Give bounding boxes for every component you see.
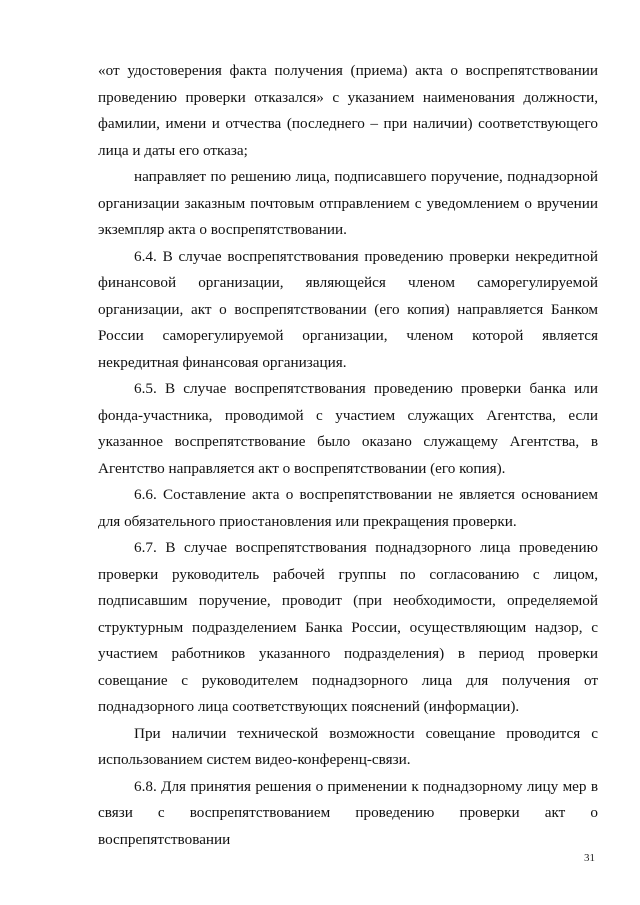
paragraph-sends-act: направляет по решению лица, подписавшего поручение, поднадзорной организации заказным почтовым отправлением с уведомлением о вручении экземпляр акта о воспрепятствовании.: [98, 168, 598, 238]
page-number: 31: [584, 852, 595, 864]
paragraph-6-8: 6.8. Для принятия решения о применении к поднадзорному лицу мер в связи с воспрепятствованием проведению проверки акт о воспрепятствовании: [98, 777, 598, 848]
paragraph-continuation: «от удостоверения факта получения (приема) акта о воспрепятствовании проведению проверки отказался» с указанием наименования должности, фамилии, имени и отчества (последнего – при наличии) соответствующего лица и даты его отказа;: [98, 62, 598, 159]
paragraph-video-conference: При наличии технической возможности совещание проводится с использованием систем видео-конференц-связи.: [98, 724, 598, 768]
paragraph-6-4: 6.4. В случае воспрепятствования проведению проверки некредитной финансовой организации, являющейся членом саморегулируемой организации, акт о воспрепятствовании (его копия) направляется Банком России саморегулируемой организации, членом которой является некредитная финансовая организация.: [98, 247, 598, 371]
paragraph-6-5: 6.5. В случае воспрепятствования проведению проверки банка или фонда-участника, проводимой с участием служащих Агентства, если указанное воспрепятствование было оказано служащему Агентства, в Агентство направляется акт о воспрепятствовании (его копия).: [98, 380, 598, 477]
paragraph-6-6: 6.6. Составление акта о воспрепятствовании не является основанием для обязательного приостановления или прекращения проверки.: [98, 486, 598, 530]
paragraph-6-7: 6.7. В случае воспрепятствования поднадзорного лица проведению проверки руководитель рабочей группы по согласованию с лицом, подписавшим поручение, проводит (при необходимости, определяемой структурным подразделением Банка России, осуществляющим надзор, с участием работников указанного подразделения) в период проверки совещание с руководителем поднадзорного лица для получения от поднадзорного лица соответствующих пояснений (информации).: [98, 539, 598, 715]
document-body: [98, 58, 598, 853]
